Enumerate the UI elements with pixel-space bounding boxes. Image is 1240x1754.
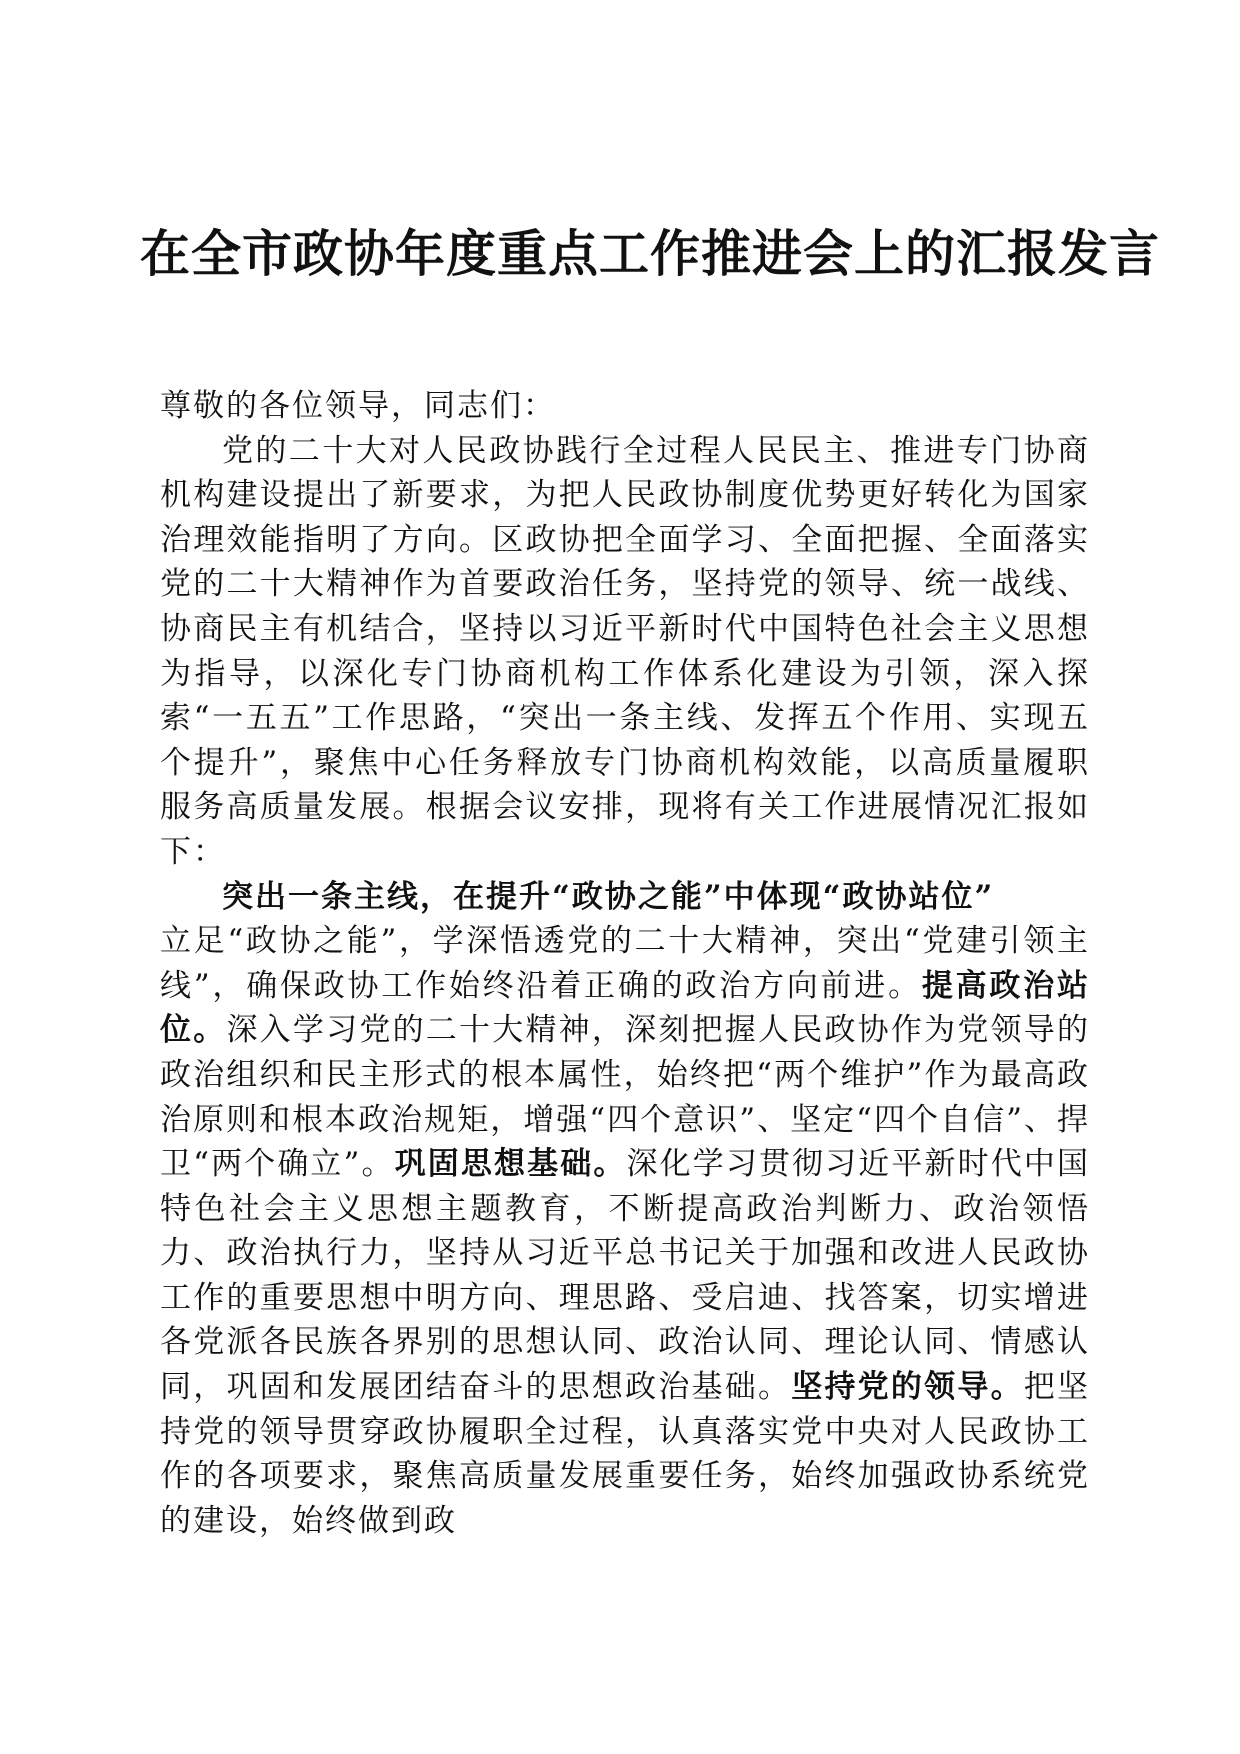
intro-paragraph: 党的二十大对人民政协践行全过程人民民主、推进专门协商机构建设提出了新要求，为把人民政协制度优势更好转化为国家治理效能指明了方向。区政协把全面学习、全面把握、全面落实党的二十大精神作为首要政治任务，坚持党的领导、统一战线、协商民主有机结合，坚持以习近平新时代中国特色社会主义思想为指导，以深化专门协商机构工作体系化建设为引领，深入探索“一五五”工作思路，“突出一条主线、发挥五个作用、实现五个提升”，聚焦中心任务释放专门协商机构效能，以高质量履职服务高质量发展。根据会议安排，现将有关工作进展情况汇报如下： bbox=[160, 432, 1090, 870]
document-body bbox=[160, 384, 1090, 1543]
section-1-paragraph bbox=[160, 919, 1090, 1543]
point-1-title: 提高政治站位。 bbox=[160, 967, 1090, 1049]
section-1-heading: 突出一条主线，在提升“政协之能”中体现“政协站位” bbox=[222, 878, 995, 915]
point-1-text: 深入学习党的二十大精神，深刻把握人民政协作为党领导的政治组织和民主形式的根本属性，始终把“两个维护”作为最高政治原则和根本政治规矩，增强“四个意识”、坚定“四个自信”、捍卫“两个确立”。 bbox=[160, 1012, 1091, 1183]
section-1-lead: 立足“政协之能”，学深悟透党的二十大精神，突出“党建引领主线”，确保政协工作始终沿着正确的政治方向前进。 bbox=[160, 923, 1090, 1004]
document-title: 在全市政协年度重点工作推进会上的汇报发言 bbox=[140, 224, 1160, 283]
point-3-text: 把坚持党的领导贯穿政协履职全过程，认真落实党中央对人民政协工作的各项要求，聚焦高质量发展重要任务，始终加强政协系统党的建设，始终做到政 bbox=[160, 1369, 1091, 1539]
salutation: 尊敬的各位领导，同志们： bbox=[160, 388, 556, 424]
point-2-title: 巩固思想基础。 bbox=[394, 1146, 627, 1183]
point-3-title: 坚持党的领导。 bbox=[791, 1369, 1024, 1406]
point-2-text: 深化学习贯彻习近平新时代中国特色社会主义思想主题教育，不断提高政治判断力、政治领悟力、政治执行力，坚持从习近平总书记关于加强和改进人民政协工作的重要思想中明方向、理思路、受启迪、找答案，切实增进各党派各民族各界别的思想认同、政治认同、理论认同、情感认同，巩固和发展团结奋斗的思想政治基础。 bbox=[160, 1146, 1090, 1406]
